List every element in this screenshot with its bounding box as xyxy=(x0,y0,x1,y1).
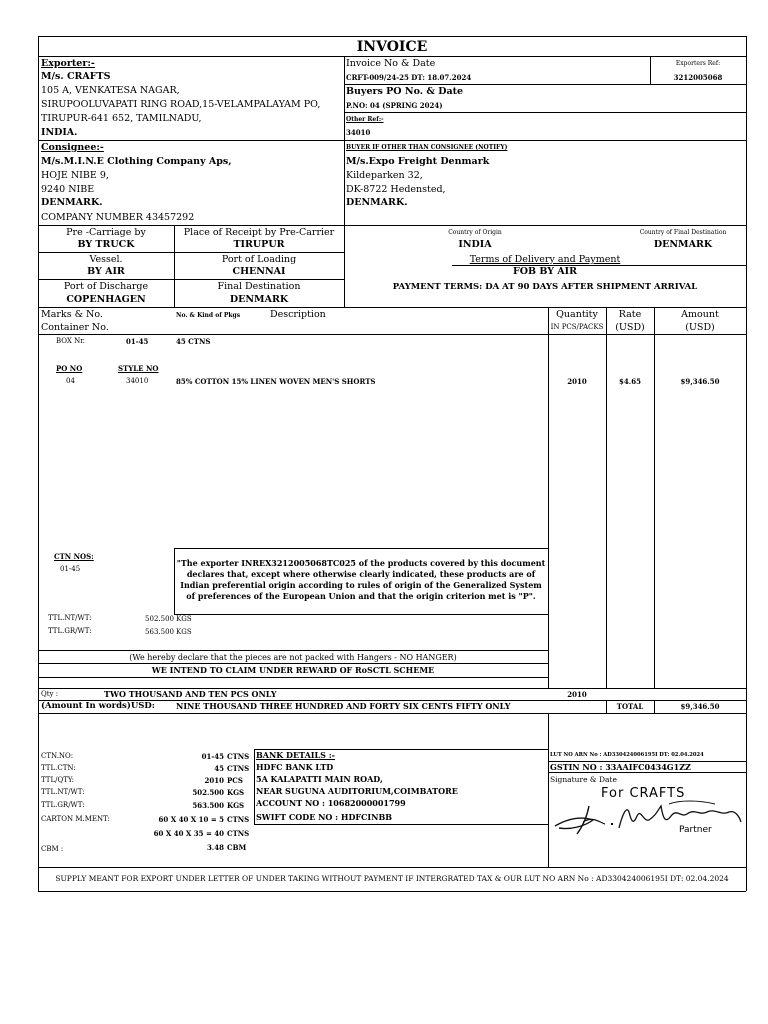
qty-total: 2010 xyxy=(567,690,587,699)
quantity-unit-header: IN PCS/PACKS xyxy=(550,323,604,331)
port-discharge-label: Port of Discharge xyxy=(63,281,149,292)
summary-ttl-ctn: 45 xyxy=(214,764,224,773)
final-dest-country-label: Country of Final Destination xyxy=(639,229,727,236)
amount-words: NINE THOUSAND THREE HUNDRED AND FORTY SIX CENTS FIFTY ONLY xyxy=(176,701,511,711)
place-receipt-value: TIRUPUR xyxy=(233,239,285,250)
ctn-nos-value: 01-45 xyxy=(60,565,81,573)
qty-label: Qty : xyxy=(41,690,59,698)
consignee-address-line: HOJE NIBE 9, xyxy=(41,170,109,181)
pre-carriage-value: BY TRUCK xyxy=(77,239,135,250)
buyers-po-label: Buyers PO No. & Date xyxy=(346,86,464,97)
qty-words: TWO THOUSAND AND TEN PCS ONLY xyxy=(104,689,277,699)
ttl-nt-wt-label: TTL.NT/WT: xyxy=(48,614,92,622)
signature-icon xyxy=(549,794,745,854)
summary-nt-wt-label: TTL.NT/WT: xyxy=(41,788,85,796)
notify-name: M/s.Expo Freight Denmark xyxy=(346,156,490,167)
notify-label: BUYER IF OTHER THAN CONSIGNEE (NOTIFY) xyxy=(346,144,508,151)
summary-cbm-unit: CBM xyxy=(227,843,247,852)
po-no-label: PO NO xyxy=(56,364,83,373)
exporters-ref-label: Exporters Ref: xyxy=(675,60,721,67)
amount-words-label: (Amount In words)USD: xyxy=(41,701,155,711)
invoice-no-label: Invoice No & Date xyxy=(346,58,436,69)
summary-nt-wt-unit: KGS xyxy=(227,788,245,797)
summary-gr-wt-label: TTL.GR/WT: xyxy=(41,801,85,809)
style-no-label: STYLE NO xyxy=(118,364,159,373)
summary-cbm-label: CBM : xyxy=(41,845,64,853)
pre-carriage-label: Pre -Carriage by xyxy=(66,227,146,238)
exporter-address-line: TIRUPUR-641 652, TAMILNADU, xyxy=(41,113,202,124)
ttl-gr-wt-label: TTL.GR/WT: xyxy=(48,627,92,635)
amount-header: Amount xyxy=(681,309,719,320)
bank-address-2: NEAR SUGUNA AUDITORIUM,COIMBATORE xyxy=(256,786,458,796)
origin-label: Country of Origin xyxy=(448,229,502,236)
box-label: BOX Nr. xyxy=(56,337,86,345)
exporter-address-line: SIRUPOOLUVAPATI RING ROAD,15-VELAMPALAYAM PO, xyxy=(41,99,321,110)
summary-ttl-qty-unit: PCS xyxy=(227,776,243,785)
port-discharge-value: COPENHAGEN xyxy=(66,294,146,305)
marks-header: Marks & No. xyxy=(41,309,103,320)
signature-label: Signature & Date xyxy=(550,775,617,784)
invoice-title: INVOICE xyxy=(356,39,428,55)
exporter-country: INDIA. xyxy=(41,127,78,138)
bank-label: BANK DETAILS :- xyxy=(256,750,335,760)
ttl-nt-wt-unit: KGS xyxy=(176,615,192,623)
terms-label: Terms of Delivery and Payment xyxy=(469,254,621,265)
consignee-name: M/s.M.I.N.E Clothing Company Aps, xyxy=(41,156,232,167)
item-amount: $9,346.50 xyxy=(680,377,720,386)
payment-terms: PAYMENT TERMS: DA AT 90 DAYS AFTER SHIPMENT ARRIVAL xyxy=(392,282,698,292)
stamp-partner: Partner xyxy=(679,825,712,835)
origin-declaration: "The exporter INREX3212005068TC025 of the products covered by this document declares that, except where otherwise clearly indicated, these products are of Indian preferential origin according to rules of origin of the Generalized System of preferences of the European Union and that the origin criterion met is "P". xyxy=(176,558,546,601)
footer-note: SUPPLY MEANT FOR EXPORT UNDER LETTER OF UNDER TAKING WITHOUT PAYMENT IF INTERGRATED TAX & OUR LUT NO ARN No : AD330424006195I DT: 02.04.2024 xyxy=(55,874,729,883)
place-receipt-label: Place of Receipt by Pre-Carrier xyxy=(183,227,335,238)
exporters-ref-value: 3212005068 xyxy=(673,73,723,82)
gstin-number: GSTIN NO : 33AAIFC0434G1ZZ xyxy=(550,762,691,772)
summary-ctn-no: 01-45 xyxy=(201,752,224,761)
origin-value: INDIA xyxy=(458,239,492,250)
summary-gr-wt-unit: KGS xyxy=(227,801,245,810)
notify-address-line: DK-8722 Hedensted, xyxy=(346,184,446,195)
summary-ttl-qty-label: TTL/QTY: xyxy=(41,776,74,784)
summary-carton-2-unit: CTNS xyxy=(227,829,250,838)
item-rate: $4.65 xyxy=(619,377,641,386)
exporter-address-line: 105 A, VENKATESA NAGAR, xyxy=(41,85,180,96)
rosctl-note: WE INTEND TO CLAIM UNDER REWARD OF RoSCTL SCHEME xyxy=(151,665,435,675)
summary-ctn-no-label: CTN.NO: xyxy=(41,752,74,760)
invoice-no-value: CRFT-009/24-25 DT: 18.07.2024 xyxy=(346,73,472,82)
notify-address-line: Kildeparken 32, xyxy=(346,170,423,181)
final-destination-label: Final Destination xyxy=(217,281,301,292)
bank-address-1: 5A KALAPATTI MAIN ROAD, xyxy=(256,774,383,784)
consignee-address-line: 9240 NIBE xyxy=(41,184,95,195)
other-ref-label: Other Ref:- xyxy=(346,116,384,123)
description-header: Description xyxy=(270,309,326,320)
signature-stamp xyxy=(549,786,745,854)
summary-gr-wt: 563.500 xyxy=(192,801,224,810)
item-description: 85% COTTON 15% LINEN WOVEN MEN'S SHORTS xyxy=(176,377,376,386)
summary-cbm: 3.48 xyxy=(206,843,224,852)
lut-number: LUT NO ARN No : AD330424006195I DT: 02.04.2024 xyxy=(550,752,704,758)
port-loading-value: CHENNAI xyxy=(232,266,286,277)
other-ref-value: 34010 xyxy=(346,128,371,137)
po-no-value: 04 xyxy=(66,377,75,385)
rate-unit-header: (USD) xyxy=(615,322,645,333)
ctns-count: 45 CTNS xyxy=(176,337,211,346)
total-label: TOTAL xyxy=(616,702,644,711)
style-no-value: 34010 xyxy=(126,377,149,385)
summary-carton-label: CARTON M.MENT: xyxy=(41,815,110,823)
quantity-header: Quantity xyxy=(556,309,598,320)
terms-value: FOB BY AIR xyxy=(512,266,578,277)
final-destination-value: DENMARK xyxy=(229,294,289,305)
final-dest-country-value: DENMARK xyxy=(653,239,713,250)
ttl-nt-wt-value: 502.500 xyxy=(145,615,174,623)
consignee-company-number: COMPANY NUMBER 43457292 xyxy=(41,212,195,223)
hanger-note: (We hereby declare that the pieces are not packed with Hangers - NO HANGER) xyxy=(129,653,457,662)
amount-unit-header: (USD) xyxy=(685,322,715,333)
rate-header: Rate xyxy=(618,309,642,320)
ttl-gr-wt-unit: KGS xyxy=(176,628,192,636)
summary-nt-wt: 502.500 xyxy=(192,788,224,797)
vessel-value: BY AIR xyxy=(87,266,125,277)
summary-ttl-qty: 2010 xyxy=(204,776,224,785)
summary-ttl-ctn-label: TTL.CTN: xyxy=(41,764,76,772)
item-quantity: 2010 xyxy=(567,377,587,386)
pkgs-header: No. & Kind of Pkgs xyxy=(176,312,241,319)
vessel-label: Vessel. xyxy=(89,254,123,265)
ctn-nos-label: CTN NOS: xyxy=(54,552,94,561)
consignee-country: DENMARK. xyxy=(41,197,103,208)
stamp-for-crafts: For CRAFTS xyxy=(601,786,686,801)
summary-ctn-no-unit: CTNS xyxy=(227,752,250,761)
exporter-name: M/s. CRAFTS xyxy=(41,71,111,82)
summary-carton-1-unit: CTNS xyxy=(227,815,250,824)
bank-account: ACCOUNT NO : 10682000001799 xyxy=(256,798,406,808)
summary-carton-1: 60 X 40 X 10 = 5 xyxy=(158,815,224,824)
consignee-label: Consignee:- xyxy=(41,142,104,153)
summary-ttl-ctn-unit: CTNS xyxy=(227,764,250,773)
notify-country: DENMARK. xyxy=(346,197,408,208)
container-header: Container No. xyxy=(41,322,109,333)
port-loading-label: Port of Loading xyxy=(221,254,297,265)
bank-swift: SWIFT CODE NO : HDFCINBB xyxy=(256,812,393,822)
buyers-po-value: P.NO: 04 (SPRING 2024) xyxy=(346,101,443,110)
exporter-label: Exporter:- xyxy=(41,58,95,69)
ttl-gr-wt-value: 563.500 xyxy=(145,628,174,636)
summary-carton-2: 60 X 40 X 35 = 40 xyxy=(153,829,224,838)
total-amount: $9,346.50 xyxy=(680,702,720,711)
bank-name: HDFC BANK LTD xyxy=(256,762,334,772)
box-range: 01-45 xyxy=(126,337,149,346)
